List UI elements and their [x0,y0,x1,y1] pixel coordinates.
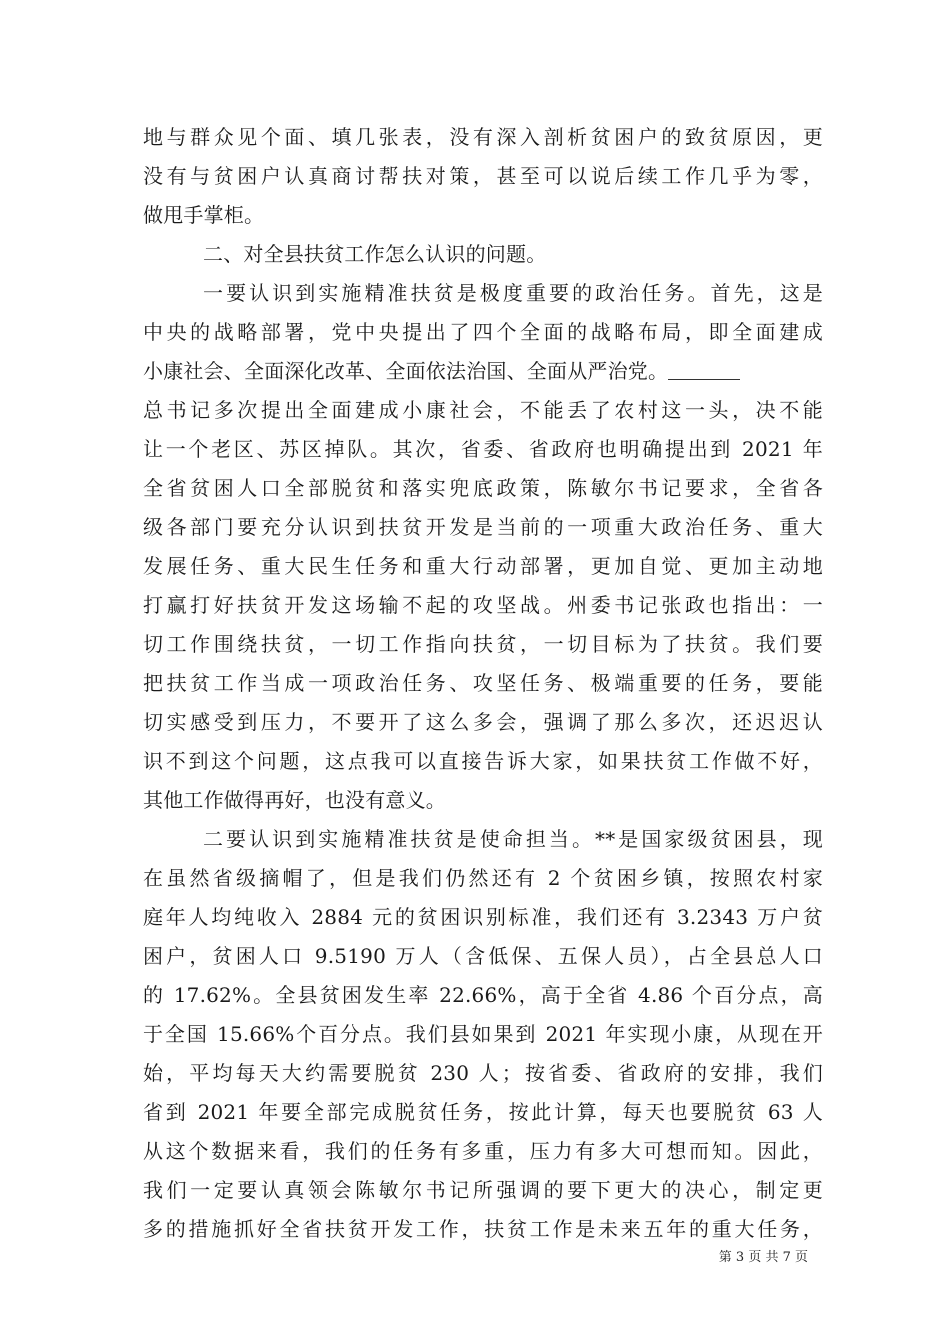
text-line: 庭年人均纯收入 2884 元的贫困识别标准，我们还有 3.2343 万户贫 [143,905,823,929]
text-line: 切工作围绕扶贫，一切工作指向扶贫，一切目标为了扶贫。我们要 [143,632,823,656]
text-line: 从这个数据来看，我们的任务有多重，压力有多大可想而知。因此， [143,1139,823,1163]
text-fragment: 小康社会、全面深化改革、全面依法治国、全面从严治党。 [143,359,669,383]
text-line: 没有与贫困户认真商讨帮扶对策，甚至可以说后续工作几乎为零， [143,164,823,188]
text-line: 做甩手掌柜。 [143,203,265,227]
text-line: 其他工作做得再好，也没有意义。 [143,788,446,812]
text-line: 一要认识到实施精准扶贫是极度重要的政治任务。首先，这是 [203,281,823,305]
text-line: 多的措施抓好全省扶贫开发工作，扶贫工作是未来五年的重大任务， [143,1217,823,1241]
text-line: 我们一定要认真领会陈敏尔书记所强调的要下更大的决心，制定更 [143,1178,823,1202]
text-line: 在虽然省级摘帽了，但是我们仍然还有 2 个贫困乡镇，按照农村家 [143,866,823,890]
text-line: 把扶贫工作当成一项政治任务、攻坚任务、极端重要的任务，要能 [143,671,823,695]
redacted-blank [668,359,740,380]
text-line: 全省贫困人口全部脱贫和落实兜底政策，陈敏尔书记要求，全省各 [143,476,823,500]
document-body [143,118,823,1249]
text-line: 识不到这个问题，这点我可以直接告诉大家，如果扶贫工作做不好， [143,749,823,773]
text-line: 中央的战略部署，党中央提出了四个全面的战略布局，即全面建成 [143,320,823,344]
text-line: 总书记多次提出全面建成小康社会，不能丢了农村这一头，决不能 [143,398,823,422]
text-line-with-blank [143,352,823,391]
text-line: 切实感受到压力，不要开了这么多会，强调了那么多次，还迟迟认 [143,710,823,734]
text-line: 级各部门要充分认识到扶贫开发是当前的一项重大政治任务、重大 [143,515,823,539]
text-line: 省到 2021 年要全部完成脱贫任务，按此计算，每天也要脱贫 63 人 [143,1100,823,1124]
text-line: 的 17.62%。全县贫困发生率 22.66%，高于全省 4.86 个百分点，高 [143,983,823,1007]
text-line: 二、对全县扶贫工作怎么认识的问题。 [203,242,547,266]
text-line: 二要认识到实施精准扶贫是使命担当。**是国家级贫困县，现 [203,827,823,851]
paragraph [143,274,823,820]
text-line: 发展任务、重大民生任务和重大行动部署，更加自觉、更加主动地 [143,554,823,578]
paragraph [143,820,823,1249]
text-line: 地与群众见个面、填几张表，没有深入剖析贫困户的致贫原因，更 [143,125,823,149]
text-line: 困户，贫困人口 9.5190 万人（含低保、五保人员），占全县总人口 [143,944,823,968]
text-line: 始，平均每天大约需要脱贫 230 人；按省委、省政府的安排，我们 [143,1061,823,1085]
text-line: 打赢打好扶贫开发这场输不起的攻坚战。州委书记张政也指出：一 [143,593,823,617]
text-line: 让一个老区、苏区掉队。其次，省委、省政府也明确提出到 2021 年 [143,437,823,461]
section-heading [143,235,823,274]
text-line: 于全国 15.66%个百分点。我们县如果到 2021 年实现小康，从现在开 [143,1022,823,1046]
paragraph [143,118,823,235]
page-number: 第 3 页 共 7 页 [718,1250,808,1265]
